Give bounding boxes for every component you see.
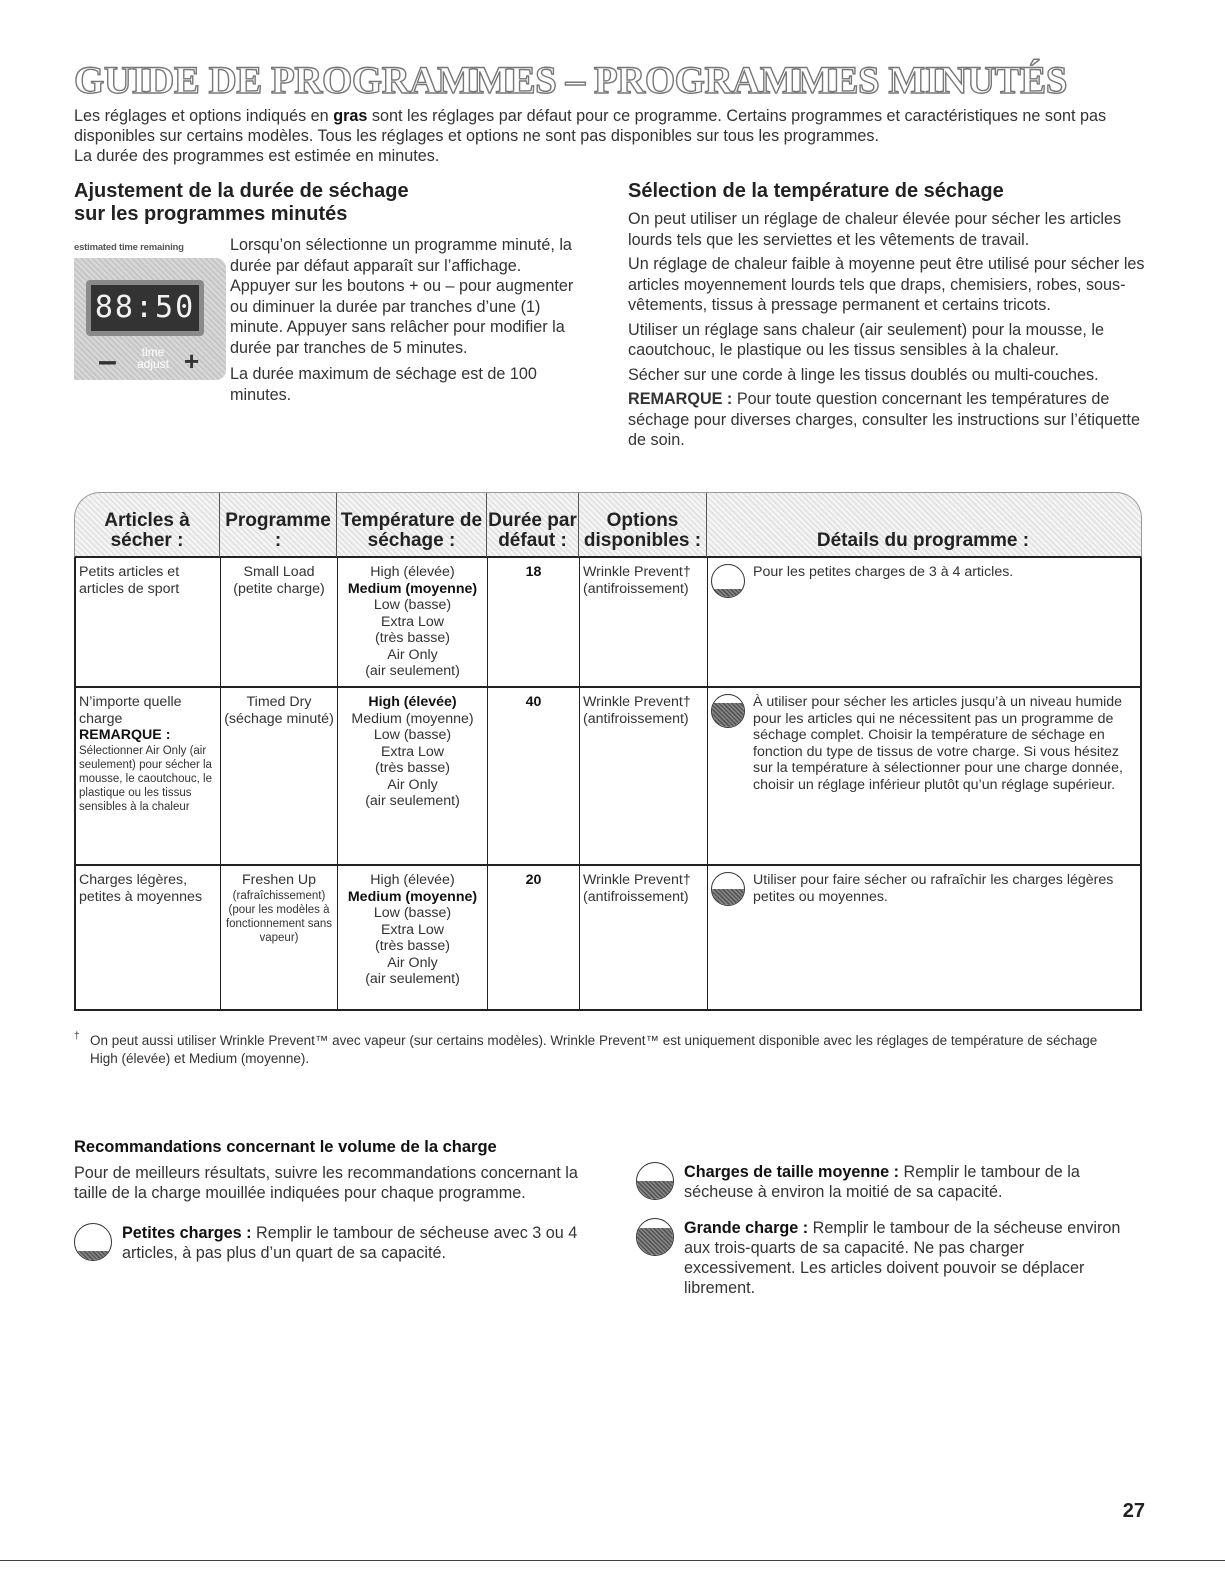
recommendations-text: Pour de meilleurs résultats, suivre les recommandations concernant la taille de la charge mouillée indiquées pour chaque programme.	[74, 1164, 578, 1202]
temp-option: Medium (moyenne)	[351, 710, 474, 727]
load-recommendations-right	[636, 1162, 1136, 1298]
table-row	[74, 866, 1142, 1011]
footnote-mark: †	[74, 1031, 80, 1042]
cell-program	[221, 866, 338, 1009]
cell-program	[221, 558, 338, 686]
temp-option: Air Only	[387, 646, 438, 663]
large-load-icon	[636, 1218, 674, 1256]
display-caption: estimated time remaining	[74, 242, 184, 253]
cell-temperature	[338, 866, 488, 1009]
temp-option: Air Only	[387, 776, 438, 793]
articles-note-text: Sélectionner Air Only (air seulement) pour sécher la mousse, le caoutchouc, le plastique ou les tissus sensibles à la chaleur	[79, 744, 212, 813]
load-level-icon	[711, 872, 745, 906]
header-duration: Durée par défaut :	[487, 493, 579, 557]
program-subtitle: (séchage minuté)	[224, 710, 334, 727]
table-row	[74, 558, 1142, 688]
header-options: Options disponibles :	[579, 493, 707, 557]
program-name: Small Load	[243, 564, 315, 580]
program-name: Timed Dry	[246, 694, 312, 710]
cell-options: Wrinkle Prevent† (antifroissement)	[580, 866, 708, 1009]
temperature-note-label: REMARQUE :	[628, 390, 733, 408]
articles-text: N’importe quelle charge	[79, 694, 182, 727]
temp-option: Extra Low	[380, 613, 445, 630]
minus-icon: –	[98, 342, 117, 380]
temp-option: (air seulement)	[365, 793, 460, 809]
footnote	[74, 1032, 1124, 1068]
adjust-label: adjust	[136, 357, 170, 371]
adjust-heading-line1: Ajustement de la durée de séchage	[74, 180, 409, 202]
table-row	[74, 688, 1142, 866]
medium-load-icon	[636, 1162, 674, 1200]
temp-option: (très basse)	[375, 760, 450, 776]
medium-load-label: Charges de taille moyenne :	[684, 1163, 899, 1181]
temperature-paragraph-2: Un réglage de chaleur faible à moyenne peut être utilisé pour sécher les articles moyennement lourds tels que draps, chemisiers, robes, sous-vêtements, tissus à pressage permanent et certains tricots.	[628, 255, 1145, 314]
cell-duration: 18	[488, 558, 580, 686]
details-text: Utiliser pour faire sécher ou rafraîchir les charges légères petites ou moyennes.	[753, 872, 1114, 905]
page-title: GUIDE DE PROGRAMMES – PROGRAMMES MINUTÉS	[74, 59, 1067, 102]
temperature-paragraph-4: Sécher sur une corde à linge les tissus doublés ou multi-couches.	[628, 365, 1099, 384]
medium-load-item	[636, 1162, 1136, 1202]
footnote-text: On peut aussi utiliser Wrinkle Prevent™ avec vapeur (sur certains modèles). Wrinkle Prevent™ est uniquement disponible avec les réglages de température de séchage High (élevée) et Medium (moyenne).	[90, 1033, 1098, 1066]
cell-program	[221, 688, 338, 864]
temperature-paragraph-1: On peut utiliser un réglage de chaleur élevée pour sécher les articles lourds tels que les serviettes et les vêtements de travail.	[628, 210, 1122, 249]
header-temperature: Température de séchage :	[337, 493, 487, 557]
details-text: À utiliser pour sécher les articles jusqu’à un niveau humide pour les articles qui ne nécessitent pas un programme de séchage complet. Choisir la température de séchage en fonction du type de tissus de votre charge. Si vous hésitez sur la température à sélectionner pour une charge donnée, choisir un réglage inférieur plutôt qu’un réglage supérieur.	[753, 694, 1123, 793]
lcd-readout: 88:50	[86, 280, 204, 336]
cell-details	[708, 558, 1140, 686]
small-load-label: Petites charges :	[122, 1224, 252, 1242]
cell-details	[708, 688, 1140, 864]
cell-duration: 20	[488, 866, 580, 1009]
temp-option: High (élevée)	[370, 872, 455, 888]
recommendations-heading: Recommandations concernant le volume de la charge	[74, 1138, 497, 1156]
cell-options: Wrinkle Prevent† (antifroissement)	[580, 688, 708, 864]
intro-text-1: Les réglages et options indiqués en	[74, 107, 334, 125]
program-subtitle: (petite charge)	[233, 580, 325, 597]
adjust-section	[74, 180, 594, 226]
load-recommendations	[74, 1138, 604, 1263]
temp-option: (très basse)	[375, 938, 450, 954]
temp-option: Extra Low	[380, 921, 445, 938]
page-number: 27	[1122, 1500, 1145, 1522]
large-load-item	[636, 1218, 1136, 1298]
temp-option: (air seulement)	[365, 663, 460, 679]
small-load-text: Remplir le tambour de sécheuse avec 3 ou 4 articles, à pas plus d’un quart de sa capacité.	[122, 1224, 578, 1262]
temp-option-default: High (élevée)	[368, 694, 457, 710]
cell-duration: 40	[488, 688, 580, 864]
program-name: Freshen Up	[241, 872, 317, 888]
load-level-icon	[711, 694, 745, 728]
temp-option: Low (basse)	[373, 597, 452, 613]
temp-option-default: Medium (moyenne)	[347, 888, 478, 905]
intro-bold: gras	[333, 107, 368, 125]
small-load-icon	[74, 1223, 112, 1261]
display-panel	[74, 258, 226, 380]
temp-option: (air seulement)	[365, 971, 460, 987]
time-label: time	[141, 345, 165, 359]
intro-text-3: La durée des programmes est estimée en minutes.	[74, 147, 440, 165]
cell-articles: Charges légères, petites à moyennes	[76, 866, 221, 1009]
load-level-icon	[711, 564, 745, 598]
adjust-text	[230, 235, 580, 411]
bottom-rule	[0, 1560, 1225, 1561]
temp-option: Low (basse)	[373, 905, 452, 921]
temp-option: Low (basse)	[373, 727, 452, 743]
temperature-note-text: Pour toute question concernant les températures de séchage pour diverses charges, consulter les instructions sur l’étiquette de soin.	[628, 390, 1140, 449]
intro-paragraph	[74, 106, 1149, 166]
temp-option: (très basse)	[375, 630, 450, 646]
temperature-section	[628, 180, 1153, 455]
cell-details	[708, 866, 1140, 1009]
temp-option: High (élevée)	[370, 564, 455, 580]
cell-options: Wrinkle Prevent† (antifroissement)	[580, 558, 708, 686]
large-load-text: Remplir le tambour de la sécheuse environ aux trois-quarts de sa capacité. Ne pas charger excessivement. Les articles doivent pouvoir se déplacer librement.	[684, 1219, 1121, 1297]
header-program: Programme :	[220, 493, 337, 557]
large-load-label: Grande charge :	[684, 1219, 809, 1237]
temperature-heading: Sélection de la température de séchage	[628, 180, 1004, 202]
temperature-paragraph-3: Utiliser un réglage sans chaleur (air seulement) pour la mousse, le caoutchouc, le plastique ou les tissus sensibles à la chaleur.	[628, 320, 1104, 359]
header-details: Détails du programme :	[816, 530, 1030, 551]
cell-articles: Petits articles et articles de sport	[76, 558, 221, 686]
cell-temperature	[338, 688, 488, 864]
medium-load-text: Remplir le tambour de la sécheuse à environ la moitié de sa capacité.	[684, 1163, 1080, 1201]
adjust-paragraph-1: Lorsqu’on sélectionne un programme minuté, la durée par défaut apparaît sur l’affichage. Appuyer sur les boutons + ou – pour augmenter ou diminuer la durée par tranches d’une (1) minute. Appuyer sans relâcher pour modifier la durée par tranches de 5 minutes.	[230, 236, 574, 357]
temp-option-default: Medium (moyenne)	[347, 580, 478, 597]
temperature-note	[628, 389, 1153, 451]
program-table	[74, 492, 1142, 1011]
small-load-item	[74, 1223, 604, 1263]
intro-text-2: sont les réglages par défaut pour ce programme. Certains programmes et caractéristiques ne sont pas disponibles sur certains modèles. Tous les réglages et options ne sont pas disponibles sur tous les programmes.	[74, 107, 1107, 145]
time-adjust-label	[126, 346, 180, 370]
plus-icon: +	[184, 346, 200, 376]
temp-option: Extra Low	[380, 743, 445, 760]
adjust-heading-line2: sur les programmes minutés	[74, 203, 348, 225]
header-articles: Articles à sécher :	[75, 493, 220, 557]
cell-articles	[76, 688, 221, 864]
program-subtitle: (rafraîchissement) (pour les modèles à fonctionnement sans vapeur)	[225, 889, 333, 944]
adjust-paragraph-2: La durée maximum de séchage est de 100 minutes.	[230, 365, 537, 404]
temp-option: Air Only	[387, 954, 438, 971]
control-display-illustration	[74, 242, 232, 387]
table-header	[74, 492, 1142, 558]
cell-temperature	[338, 558, 488, 686]
details-text: Pour les petites charges de 3 à 4 articles.	[753, 564, 1014, 580]
articles-note-label: REMARQUE :	[79, 727, 171, 743]
